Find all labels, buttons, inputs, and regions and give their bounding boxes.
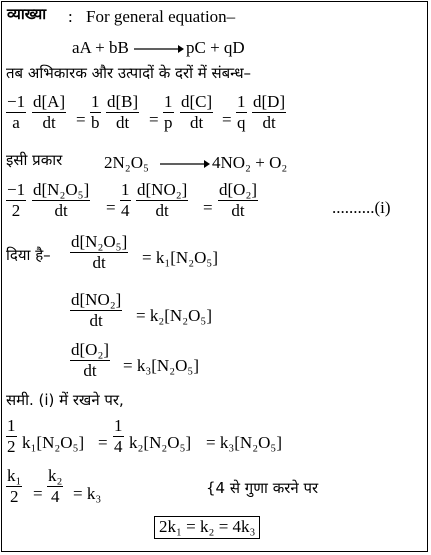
given-r1-rhs: = k₁[N₂O₅]: [142, 248, 218, 267]
multiply-note: {4 से गुणा करने पर: [206, 479, 319, 497]
similarly-text: इसी प्रकार: [6, 151, 63, 169]
frac-dO2-dt-given: d[O₂] dt: [71, 340, 110, 380]
frac-dNO2-dt-given: d[NO₂] dt: [71, 290, 122, 330]
eq-sign: =: [33, 484, 43, 503]
k-term-2: k₂[N₂O₅]: [129, 433, 192, 452]
relation-text: तब अभिकारक और उत्पादों के दरों में संबन्ध–: [6, 64, 252, 82]
eq-sign: =: [149, 110, 159, 129]
frac-1-over-2-k: 1 2: [7, 416, 16, 456]
frac-k2-over-4: k₂ 4: [48, 466, 63, 506]
frac-minus1-over-2: −1 2: [7, 180, 26, 220]
frac-dD-dt: d[D] dt: [253, 92, 286, 132]
frac-dA-dt: d[A] dt: [33, 92, 66, 132]
frac-1-over-b: 1 b: [91, 92, 100, 132]
answer-frame: [1, 1, 428, 552]
frac-1-over-4-k: 1 4: [114, 416, 123, 456]
k-term-1: k₁[N₂O₅]: [22, 433, 85, 452]
reaction-arrow-1: [134, 44, 184, 54]
frac-dN2O5-dt: d[N₂O₅] dt: [33, 180, 90, 220]
eq-sign: =: [76, 110, 86, 129]
eq-sign: =: [98, 433, 108, 452]
frac-1-over-q: 1 q: [237, 92, 246, 132]
final-answer-box: [154, 516, 260, 539]
general-eq-lhs: aA + bB: [72, 38, 129, 57]
frac-dN2O5-dt-given: d[N₂O₅] dt: [71, 232, 128, 272]
given-label: दिया है–: [6, 246, 51, 264]
eq-sign: =: [203, 198, 213, 217]
eq-sign: =: [222, 110, 232, 129]
frac-dNO2-dt: d[NO₂] dt: [137, 180, 188, 220]
final-answer: 2k₁ = k₂ = 4k₃: [159, 517, 256, 536]
equation-ref: ..........(i): [332, 198, 391, 217]
frac-dB-dt: d[B] dt: [107, 92, 139, 132]
frac-dC-dt: d[C] dt: [181, 92, 213, 132]
reaction-arrow-2: [160, 159, 210, 169]
frac-dO2-dt: d[O₂] dt: [219, 180, 258, 220]
given-r3-rhs: = k₃[N₂O₅]: [123, 356, 199, 375]
k-term-3: = k₃[N₂O₅]: [206, 433, 282, 452]
similarly-rhs: 4NO₂ + O₂: [212, 153, 288, 172]
given-r2-rhs: = k₂[N₂O₅]: [136, 306, 212, 325]
frac-minus1-over-a: −1 a: [7, 92, 26, 132]
heading-colon: :: [68, 7, 73, 26]
similarly-lhs: 2N₂O₅: [104, 153, 149, 172]
substitute-text: समी. (i) में रखने पर,: [6, 391, 124, 409]
simplified-rhs: = k₃: [73, 484, 102, 503]
eq-sign: =: [106, 198, 116, 217]
frac-1-over-p: 1 p: [164, 92, 173, 132]
frac-1-over-4: 1 4: [121, 180, 130, 220]
general-eq-rhs: pC + qD: [186, 38, 245, 57]
heading-text: For general equation–: [86, 7, 236, 26]
frac-k1-over-2: k₁ 2: [7, 466, 22, 506]
heading-label: व्याख्या: [7, 5, 47, 23]
